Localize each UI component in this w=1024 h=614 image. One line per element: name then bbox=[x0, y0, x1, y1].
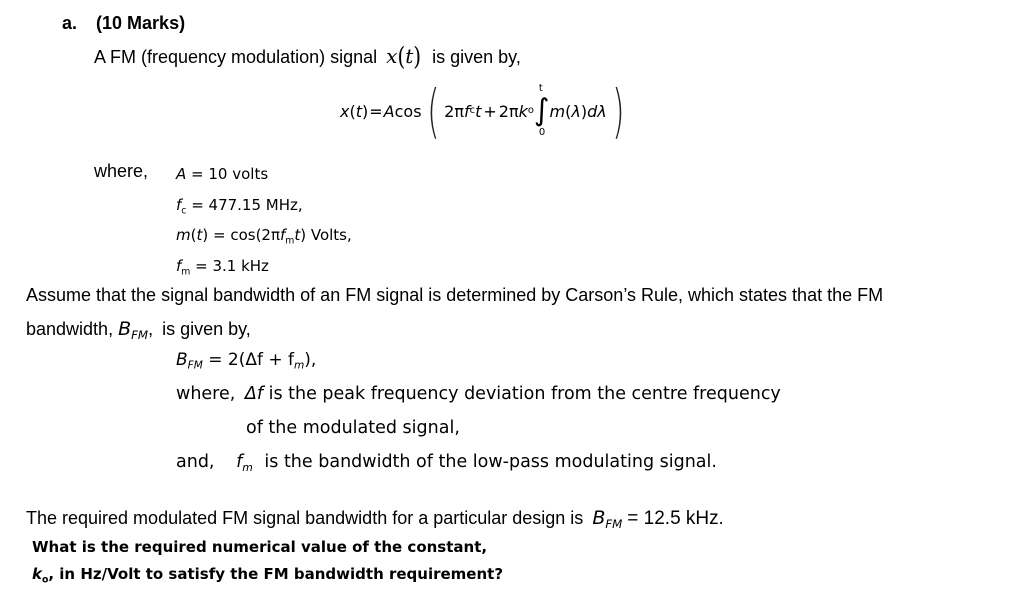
param-A: A = 10 volts bbox=[176, 165, 269, 183]
fm-equation: x ( t ) = A cos ( 2π f c t + 2π k o t ∫ 0 m ( λ ) d λ ) bbox=[340, 77, 625, 145]
intro-line bbox=[94, 41, 521, 71]
intro-signal: x(t) bbox=[386, 41, 422, 71]
param-fc: $f_c = 477.15$ MHz, bbox=[176, 196, 303, 217]
left-paren: ( bbox=[426, 77, 440, 145]
right-paren: ) bbox=[611, 77, 625, 145]
integral-sign: t ∫ 0 bbox=[533, 83, 550, 138]
requirement-line: The required modulated FM signal bandwidth for a particular design is $B_{FM} = 12.5$ kHz. bbox=[26, 507, 724, 532]
carson-desc2: of the modulated signal, bbox=[246, 418, 460, 438]
where-label: where, bbox=[94, 161, 149, 181]
question-header bbox=[62, 13, 185, 34]
carson-where: where, Δf is the peak frequency deviation from the centre frequency bbox=[176, 384, 781, 404]
carson-and: and, $f_m$ is the bandwidth of the low-pass modulating signal. bbox=[176, 452, 717, 474]
carson-formula: $B_{FM} = 2(\Delta f + f_m)$, bbox=[176, 350, 317, 372]
marks-label: (10 Marks) bbox=[96, 13, 186, 33]
carson-line2: bandwidth, $B_{FM}$, is given by, bbox=[26, 318, 251, 343]
question-line1: What is the required numerical value of the constant, bbox=[32, 538, 488, 556]
part-label: a. bbox=[62, 13, 78, 33]
param-fm: $f_m = 3.1$ kHz bbox=[176, 257, 269, 278]
question-line2: $k_o$, in Hz/Volt to satisfy the FM bandwidth requirement? bbox=[32, 565, 504, 586]
carson-line1: Assume that the signal bandwidth of an FM signal is determined by Carson’s Rule, which states that the FM bbox=[26, 285, 884, 305]
param-m: $m(t) = \cos(2\pi f_mt)$ Volts, bbox=[176, 226, 352, 247]
intro-text-end: is given by, bbox=[432, 47, 521, 67]
intro-text: A FM (frequency modulation) signal bbox=[94, 47, 378, 67]
